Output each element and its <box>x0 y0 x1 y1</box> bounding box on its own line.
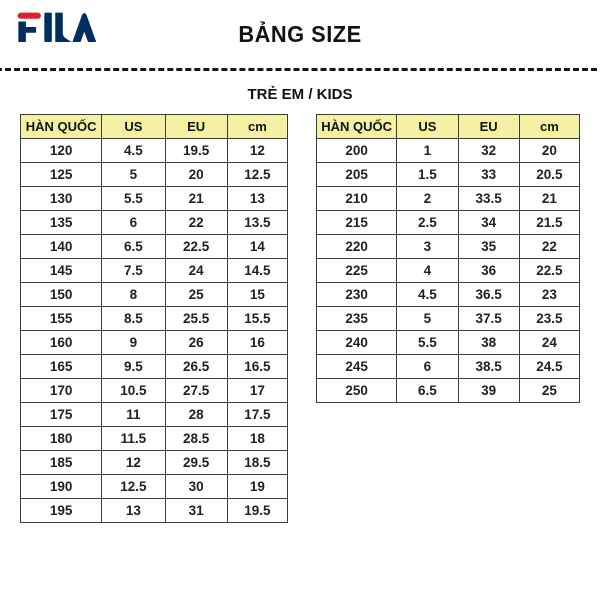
table-cell: 250 <box>317 379 397 403</box>
table-cell: 180 <box>21 427 102 451</box>
table-cell: 26 <box>165 331 227 355</box>
table-row <box>21 451 288 475</box>
table-row <box>317 331 580 355</box>
table-cell: 8.5 <box>102 307 165 331</box>
table-cell: 19.5 <box>165 139 227 163</box>
table-cell: 6.5 <box>102 235 165 259</box>
table-header-row <box>21 115 288 139</box>
table-row <box>317 235 580 259</box>
table-cell: 28 <box>165 403 227 427</box>
table-cell: 32 <box>458 139 519 163</box>
table-cell: 150 <box>21 283 102 307</box>
table-cell: 20 <box>165 163 227 187</box>
table-cell: 17.5 <box>227 403 287 427</box>
table-cell: 15.5 <box>227 307 287 331</box>
table-row <box>21 403 288 427</box>
table-cell: 1 <box>397 139 458 163</box>
table-cell: 33.5 <box>458 187 519 211</box>
table-cell: 215 <box>317 211 397 235</box>
table-row <box>317 187 580 211</box>
table-row <box>317 163 580 187</box>
table-cell: 14 <box>227 235 287 259</box>
table-cell: 6 <box>102 211 165 235</box>
table-cell: 36.5 <box>458 283 519 307</box>
table-cell: 120 <box>21 139 102 163</box>
table-cell: 9.5 <box>102 355 165 379</box>
table-cell: 22.5 <box>165 235 227 259</box>
table-cell: 24 <box>519 331 579 355</box>
table-cell: 5 <box>397 307 458 331</box>
table-cell: 12 <box>102 451 165 475</box>
table-cell: 1.5 <box>397 163 458 187</box>
table-row <box>21 427 288 451</box>
table-row <box>317 259 580 283</box>
table-cell: 39 <box>458 379 519 403</box>
table-cell: 190 <box>21 475 102 499</box>
table-cell: 33 <box>458 163 519 187</box>
table-cell: 18 <box>227 427 287 451</box>
table-cell: 10.5 <box>102 379 165 403</box>
table-cell: 4.5 <box>397 283 458 307</box>
table-cell: 4.5 <box>102 139 165 163</box>
table-cell: 13 <box>102 499 165 523</box>
table-cell: 7.5 <box>102 259 165 283</box>
table-cell: 12.5 <box>227 163 287 187</box>
table-cell: 8 <box>102 283 165 307</box>
table-row <box>21 379 288 403</box>
section-title: TRẺ EM / KIDS <box>247 86 353 103</box>
table-cell: 225 <box>317 259 397 283</box>
table-cell: 5.5 <box>102 187 165 211</box>
table-cell: 37.5 <box>458 307 519 331</box>
table-cell: 2 <box>397 187 458 211</box>
table-cell: 9 <box>102 331 165 355</box>
table-row <box>317 211 580 235</box>
table-cell: 21.5 <box>519 211 579 235</box>
column-header: EU <box>165 115 227 139</box>
table-row <box>21 259 288 283</box>
table-cell: 15 <box>227 283 287 307</box>
column-header: US <box>102 115 165 139</box>
table-cell: 6 <box>397 355 458 379</box>
table-cell: 20.5 <box>519 163 579 187</box>
table-row <box>317 283 580 307</box>
table-cell: 220 <box>317 235 397 259</box>
table-cell: 11.5 <box>102 427 165 451</box>
table-cell: 23 <box>519 283 579 307</box>
dashed-divider <box>0 68 600 71</box>
table-row <box>21 331 288 355</box>
table-cell: 125 <box>21 163 102 187</box>
table-cell: 17 <box>227 379 287 403</box>
table-row <box>21 211 288 235</box>
table-cell: 155 <box>21 307 102 331</box>
table-cell: 13.5 <box>227 211 287 235</box>
table-cell: 28.5 <box>165 427 227 451</box>
table-row <box>21 283 288 307</box>
table-cell: 21 <box>519 187 579 211</box>
table-row <box>21 307 288 331</box>
table-cell: 170 <box>21 379 102 403</box>
table-cell: 19.5 <box>227 499 287 523</box>
table-cell: 6.5 <box>397 379 458 403</box>
table-cell: 2.5 <box>397 211 458 235</box>
table-cell: 16 <box>227 331 287 355</box>
table-cell: 175 <box>21 403 102 427</box>
size-table-left <box>20 114 288 523</box>
table-cell: 19 <box>227 475 287 499</box>
table-cell: 25 <box>519 379 579 403</box>
table-cell: 35 <box>458 235 519 259</box>
table-cell: 22 <box>165 211 227 235</box>
table-cell: 13 <box>227 187 287 211</box>
table-cell: 34 <box>458 211 519 235</box>
table-cell: 3 <box>397 235 458 259</box>
table-cell: 27.5 <box>165 379 227 403</box>
page-title: BẢNG SIZE <box>238 21 362 47</box>
table-cell: 31 <box>165 499 227 523</box>
table-cell: 210 <box>317 187 397 211</box>
table-row <box>21 187 288 211</box>
column-header: HÀN QUỐC <box>317 115 397 139</box>
table-cell: 25.5 <box>165 307 227 331</box>
table-cell: 25 <box>165 283 227 307</box>
table-cell: 23.5 <box>519 307 579 331</box>
table-row <box>317 379 580 403</box>
table-row <box>21 139 288 163</box>
table-cell: 36 <box>458 259 519 283</box>
table-cell: 185 <box>21 451 102 475</box>
table-cell: 12.5 <box>102 475 165 499</box>
column-header: cm <box>519 115 579 139</box>
table-cell: 195 <box>21 499 102 523</box>
table-cell: 24.5 <box>519 355 579 379</box>
table-cell: 38.5 <box>458 355 519 379</box>
table-cell: 16.5 <box>227 355 287 379</box>
table-cell: 30 <box>165 475 227 499</box>
table-cell: 200 <box>317 139 397 163</box>
table-cell: 240 <box>317 331 397 355</box>
table-cell: 140 <box>21 235 102 259</box>
column-header: cm <box>227 115 287 139</box>
table-cell: 165 <box>21 355 102 379</box>
table-cell: 160 <box>21 331 102 355</box>
table-cell: 230 <box>317 283 397 307</box>
table-cell: 24 <box>165 259 227 283</box>
column-header: HÀN QUỐC <box>21 115 102 139</box>
table-cell: 5.5 <box>397 331 458 355</box>
column-header: EU <box>458 115 519 139</box>
table-row <box>21 355 288 379</box>
table-cell: 22.5 <box>519 259 579 283</box>
column-header: US <box>397 115 458 139</box>
table-cell: 38 <box>458 331 519 355</box>
table-cell: 29.5 <box>165 451 227 475</box>
table-cell: 145 <box>21 259 102 283</box>
table-cell: 21 <box>165 187 227 211</box>
size-tables-container <box>20 114 580 523</box>
table-cell: 12 <box>227 139 287 163</box>
table-cell: 22 <box>519 235 579 259</box>
table-cell: 14.5 <box>227 259 287 283</box>
table-cell: 26.5 <box>165 355 227 379</box>
table-row <box>317 139 580 163</box>
table-cell: 205 <box>317 163 397 187</box>
size-table-right <box>316 114 580 403</box>
table-cell: 245 <box>317 355 397 379</box>
table-cell: 5 <box>102 163 165 187</box>
table-row <box>317 355 580 379</box>
table-row <box>21 475 288 499</box>
table-cell: 135 <box>21 211 102 235</box>
table-row <box>21 499 288 523</box>
table-cell: 11 <box>102 403 165 427</box>
table-header-row <box>317 115 580 139</box>
table-cell: 20 <box>519 139 579 163</box>
table-row <box>317 307 580 331</box>
table-cell: 235 <box>317 307 397 331</box>
table-row <box>21 235 288 259</box>
table-cell: 4 <box>397 259 458 283</box>
table-cell: 18.5 <box>227 451 287 475</box>
table-row <box>21 163 288 187</box>
table-cell: 130 <box>21 187 102 211</box>
